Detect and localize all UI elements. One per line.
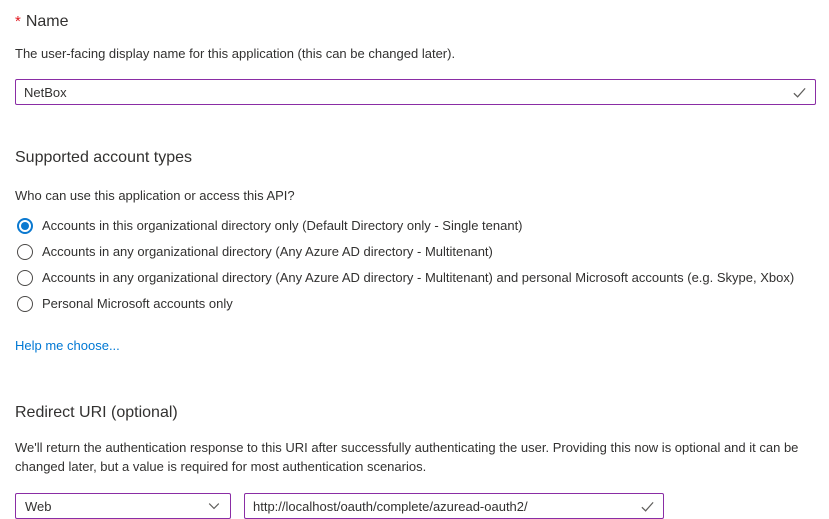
radio-icon[interactable]: [17, 218, 33, 234]
platform-select[interactable]: [15, 493, 231, 519]
name-input[interactable]: [16, 80, 786, 104]
account-types-title: Supported account types: [15, 149, 193, 166]
radio-option-label: Accounts in any organizational directory (Any Azure AD directory - Multitenant): [42, 244, 493, 259]
radio-option-multitenant-personal[interactable]: [15, 265, 815, 291]
radio-option-personal-only[interactable]: [15, 291, 815, 317]
help-me-choose-link[interactable]: Help me choose...: [15, 338, 120, 353]
name-section-title: [15, 12, 815, 32]
redirect-uri-input[interactable]: [245, 494, 634, 518]
chevron-down-icon: [207, 499, 221, 513]
name-title-text: Name: [25, 13, 69, 30]
radio-option-label: Accounts in any organizational directory (Any Azure AD directory - Multitenant) and personal Microsoft accounts (e.g. Skype, Xbox): [42, 270, 795, 285]
name-input-box: [15, 79, 816, 105]
valid-check-icon: [792, 85, 807, 100]
valid-check-icon: [640, 499, 655, 514]
required-asterisk: *: [15, 13, 21, 30]
redirect-uri-input-box: [244, 493, 664, 519]
platform-select-value: Web: [25, 498, 52, 514]
radio-option-single-tenant[interactable]: [15, 213, 815, 239]
radio-option-label: Accounts in this organizational directory only (Default Directory only - Single tenant): [42, 218, 523, 233]
radio-icon[interactable]: [17, 296, 33, 312]
redirect-uri-row: [15, 493, 815, 519]
radio-option-multitenant[interactable]: [15, 239, 815, 265]
radio-option-label: Personal Microsoft accounts only: [42, 296, 233, 311]
account-types-question: Who can use this application or access this API?: [15, 188, 295, 203]
name-description: The user-facing display name for this application (this can be changed later).: [15, 46, 456, 61]
redirect-uri-description: We'll return the authentication response to this URI after successfully authenticating the user. Providing this now is optional and it can be changed later, but a value is required for most authentication scenarios.: [15, 440, 799, 474]
redirect-uri-title: Redirect URI (optional): [15, 404, 178, 421]
radio-icon[interactable]: [17, 244, 33, 260]
account-types-radio-group: [15, 213, 815, 317]
radio-icon[interactable]: [17, 270, 33, 286]
